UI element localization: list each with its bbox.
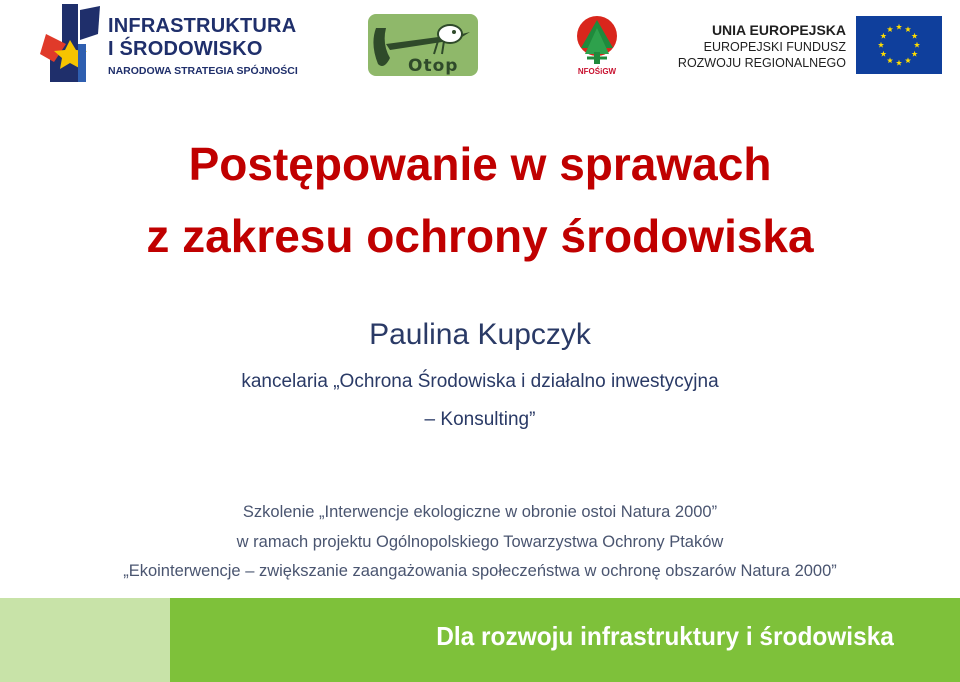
- logo-bar: [0, 0, 960, 90]
- nfosigw-wordmark: NFOŚiGW: [577, 67, 617, 76]
- infrastruktura-emblem-icon: [40, 4, 102, 82]
- training-line2: w ramach projektu Ogólnopolskiego Towarzystwa Ochrony Ptaków: [236, 533, 724, 551]
- footer-light-stripe: [0, 598, 170, 682]
- infrastruktura-line2: I ŚRODOWISKO: [108, 38, 263, 60]
- organization-line2: – Konsulting”: [424, 409, 536, 430]
- author-name: Paulina Kupczyk: [369, 318, 591, 351]
- eu-flag-icon: [856, 16, 942, 74]
- nfosigw-tree-icon: [573, 14, 621, 66]
- infrastruktura-logo: [40, 4, 298, 82]
- organization-line1: kancelaria „Ochrona Środowiska i działalno inwestycyjna: [241, 371, 719, 392]
- otop-logo: [368, 14, 478, 76]
- otop-wordmark: Otop: [408, 56, 459, 76]
- eu-logo: [677, 16, 942, 78]
- footer-slogan: Dla rozwoju infrastruktury i środowiska: [436, 621, 894, 651]
- training-line3: „Ekointerwencje – zwiększanie zaangażowania społeczeństwa w ochronę obszarów Natura 2000”: [123, 562, 837, 580]
- nfosigw-logo: [573, 14, 621, 80]
- eu-line2: EUROPEJSKI FUNDUSZ: [703, 40, 846, 54]
- eu-line3: ROZWOJU REGIONALNEGO: [677, 56, 846, 70]
- infrastruktura-line3: NARODOWA STRATEGIA SPÓJNOŚCI: [108, 65, 298, 77]
- slide-title-line2: z zakresu ochrony środowiska: [146, 210, 814, 262]
- training-line1: Szkolenie „Interwencje ekologiczne w obronie ostoi Natura 2000”: [242, 503, 718, 521]
- eu-line1: UNIA EUROPEJSKA: [711, 22, 846, 38]
- infrastruktura-line1: INFRASTRUKTURA: [108, 15, 297, 37]
- slide-title-line1: Postępowanie w sprawach: [188, 138, 772, 190]
